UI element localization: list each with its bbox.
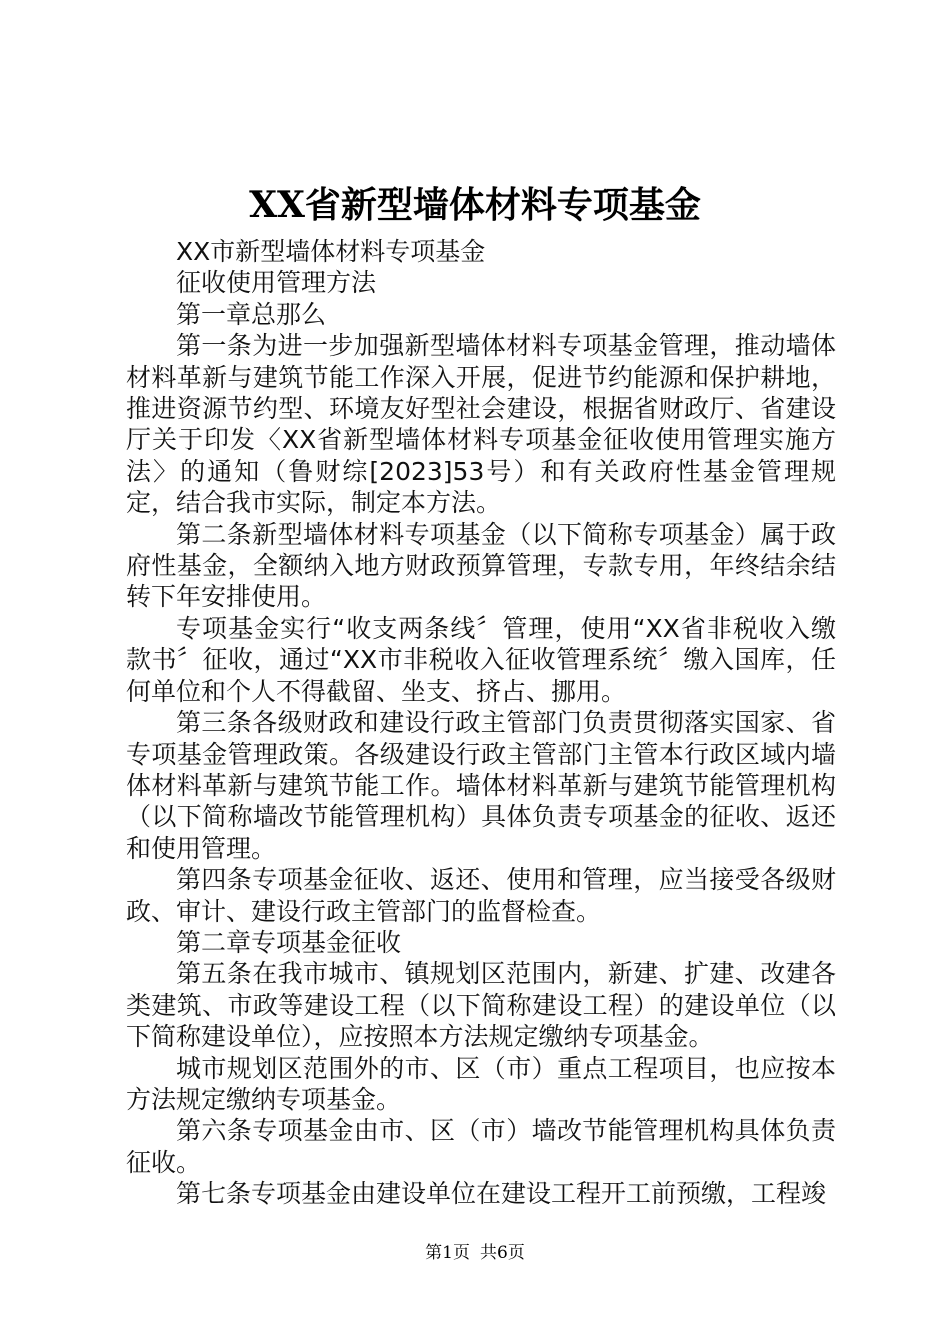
paragraph: 第二条新型墙体材料专项基金（以下简称专项基金）属于政府性基金，全额纳入地方财政预算管理，专款专用，年终结余结转下年安排使用。 <box>126 519 836 612</box>
paragraph: 第四条专项基金征收、返还、使用和管理，应当接受各级财政、审计、建设行政主管部门的监督检查。 <box>126 865 836 926</box>
paragraph: 城市规划区范围外的市、区（市）重点工程项目，也应按本方法规定缴纳专项基金。 <box>126 1053 836 1114</box>
page-number: 第1页 <box>425 1243 470 1263</box>
paragraph: 第五条在我市城市、镇规划区范围内，新建、扩建、改建各类建筑、市政等建设工程（以下简称建设工程）的建设单位（以下简称建设单位），应按照本方法规定缴纳专项基金。 <box>126 959 836 1052</box>
paragraph: 第三条各级财政和建设行政主管部门负责贯彻落实国家、省专项基金管理政策。各级建设行政主管部门主管本行政区域内墙体材料革新与建筑节能工作。墙体材料革新与建筑节能管理机构（以下简称墙改节能管理机构）具体负责专项基金的征收、返还和使用管理。 <box>126 708 836 863</box>
paragraph: XX市新型墙体材料专项基金 <box>176 237 486 266</box>
paragraph: 第六条专项基金由市、区（市）墙改节能管理机构具体负责征收。 <box>126 1116 836 1177</box>
document-title: XX省新型墙体材料专项基金 <box>249 184 701 226</box>
paragraph: 征收使用管理方法 <box>176 268 377 298</box>
paragraph: 第一条为进一步加强新型墙体材料专项基金管理，推动墙体材料革新与建筑节能工作深入开展，促进节约能源和保护耕地，推进资源节约型、环境友好型社会建设，根据省财政厅、省建设厅关于印发〈XX省新型墙体材料专项基金征收使用管理实施方法〉的通知（鲁财综[2023]53号）和有关政府性基金管理规定，结合我市实际，制定本方法。 <box>126 331 836 518</box>
document-body <box>126 236 836 1210</box>
page-footer <box>0 1242 950 1264</box>
paragraph: 专项基金实行“收支两条线〞管理，使用“XX省非税收入缴款书〞征收，通过“XX市非税收入征收管理系统〞缴入国库，任何单位和个人不得截留、坐支、挤占、挪用。 <box>126 613 836 706</box>
paragraph: 第七条专项基金由建设单位在建设工程开工前预缴，工程竣 <box>176 1179 827 1209</box>
chapter-heading: 第二章专项基金征收 <box>176 927 402 957</box>
chapter-heading: 第一章总那么 <box>176 299 327 329</box>
page-total: 共6页 <box>480 1243 525 1263</box>
